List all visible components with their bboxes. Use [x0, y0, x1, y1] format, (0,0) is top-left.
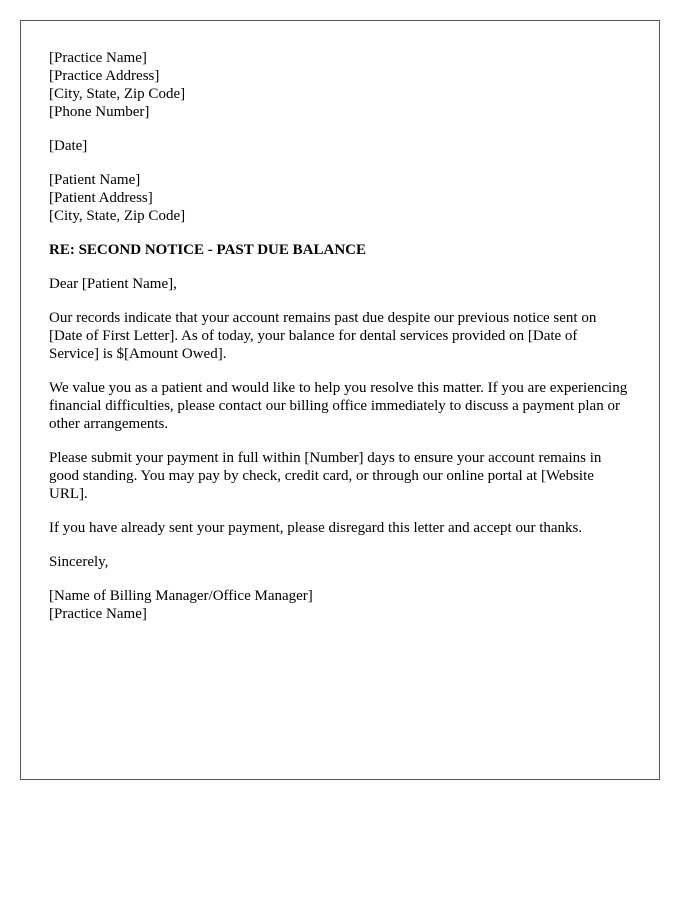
- sender-phone: [Phone Number]: [49, 104, 150, 120]
- recipient-address: [Patient Address]: [49, 190, 153, 206]
- subject-line: RE: SECOND NOTICE - PAST DUE BALANCE: [49, 242, 366, 258]
- signature-practice: [Practice Name]: [49, 606, 147, 622]
- body-paragraph-2: We value you as a patient and would like to help you resolve this matter. If you are experiencing financial difficulties, please contact our billing office immediately to discuss a payment plan or other arrangements.: [49, 380, 628, 432]
- signature-block: [49, 587, 631, 623]
- letter-date: [Date]: [49, 138, 88, 154]
- body-paragraph-3: Please submit your payment in full within [Number] days to ensure your account remains in good standing. You may pay by check, credit card, or through our online portal at [Website URL].: [49, 450, 602, 502]
- sender-practice-name: [Practice Name]: [49, 50, 147, 66]
- closing: Sincerely,: [49, 554, 109, 570]
- sender-city-state-zip: [City, State, Zip Code]: [49, 86, 186, 102]
- letter-page: [20, 20, 660, 780]
- signature-name: [Name of Billing Manager/Office Manager]: [49, 588, 313, 604]
- sender-practice-address: [Practice Address]: [49, 68, 160, 84]
- body-paragraph-1: Our records indicate that your account remains past due despite our previous notice sent on [Date of First Letter]. As of today, your balance for dental services provided on [Date of Service] is $[Amount Owed].: [49, 310, 597, 362]
- sender-address-block: [49, 49, 631, 121]
- body-paragraph-4: If you have already sent your payment, please disregard this letter and accept our thanks.: [49, 520, 583, 536]
- date-block: [49, 137, 631, 155]
- recipient-name: [Patient Name]: [49, 172, 141, 188]
- recipient-city-state-zip: [City, State, Zip Code]: [49, 208, 186, 224]
- recipient-address-block: [49, 171, 631, 225]
- salutation: Dear [Patient Name],: [49, 276, 177, 292]
